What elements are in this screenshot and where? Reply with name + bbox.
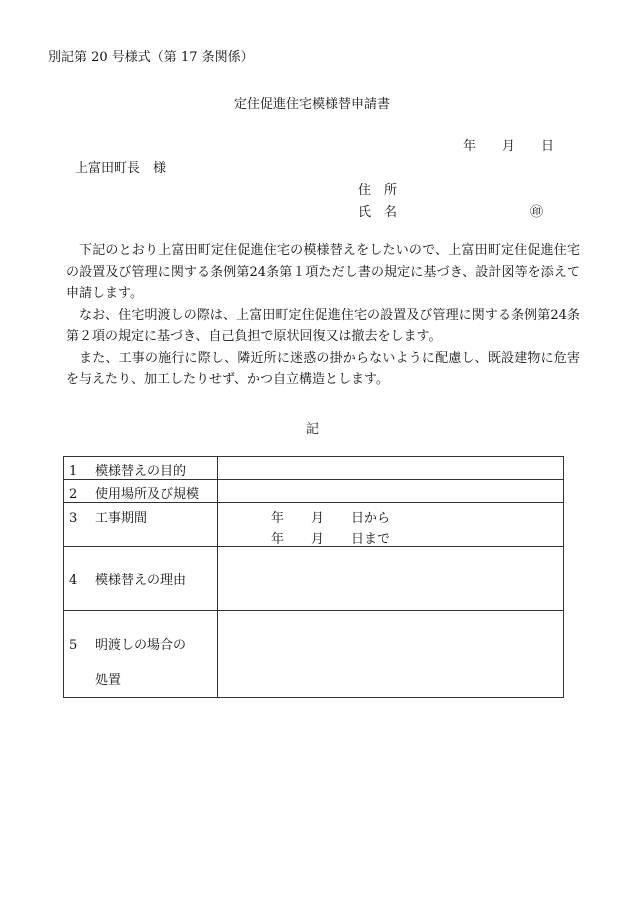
body-paragraph: また、工事の施行に際し、隣近所に迷惑の掛からないように配慮し、既設建物に危害を与えたり、加工したりせず、かつ自立構造とします。 xyxy=(66,350,580,387)
table-row xyxy=(64,503,564,547)
item-number: 2 xyxy=(69,487,78,502)
item-value-cell[interactable] xyxy=(218,457,564,480)
item-number: 5 xyxy=(69,638,78,653)
table-row xyxy=(64,611,564,698)
body-paragraph: 下記のとおり上富田町定住促進住宅の模様替えをしたいので、上富田町定住促進住宅の設置及び管理に関する条例第24条第１項ただし書の規定に基づき、設計図等を添えて申請します。 xyxy=(66,243,580,301)
item-label-cell xyxy=(64,480,218,503)
period-from-month: 月 xyxy=(311,511,325,526)
ki-heading: 記 xyxy=(306,422,320,437)
item-label: 模様替えの理由 xyxy=(95,573,187,588)
item-label: 使用場所及び規模 xyxy=(95,487,200,502)
form-reference: 別記第 20 号様式（第 17 条関係） xyxy=(48,50,254,65)
addressee: 上富田町長 様 xyxy=(75,161,167,176)
period-from-year: 年 xyxy=(271,511,285,526)
work-period-cell[interactable] xyxy=(218,503,564,547)
period-to-month: 月 xyxy=(311,532,325,547)
item-number: 1 xyxy=(69,464,78,479)
period-to-year: 年 xyxy=(271,532,285,547)
item-number: 3 xyxy=(69,511,78,526)
date-day: 日 xyxy=(541,139,555,154)
table-row xyxy=(64,480,564,503)
period-to-day: 日まで xyxy=(351,532,391,547)
item-label-cell xyxy=(64,457,218,480)
item-label-cell xyxy=(64,503,218,547)
items-table xyxy=(63,456,564,698)
item-label: 明渡しの場合の xyxy=(95,638,187,653)
item-value-cell[interactable] xyxy=(218,547,564,611)
item-value-cell[interactable] xyxy=(218,611,564,698)
item-label-cell xyxy=(64,611,218,698)
name-label: 氏 名 xyxy=(358,205,398,220)
item-label-cell xyxy=(64,547,218,611)
item-value-cell[interactable] xyxy=(218,480,564,503)
period-from-day: 日から xyxy=(351,511,391,526)
date-month: 月 xyxy=(502,139,516,154)
item-number: 4 xyxy=(69,573,78,588)
item-label: 工事期間 xyxy=(95,511,148,526)
item-label: 模様替えの目的 xyxy=(95,464,187,479)
seal-mark: ㊞ xyxy=(530,205,544,220)
table-row xyxy=(64,547,564,611)
address-label: 住 所 xyxy=(358,183,398,198)
document-title: 定住促進住宅模様替申請書 xyxy=(234,97,391,112)
body-paragraph: なお、住宅明渡しの際は、上富田町定住促進住宅の設置及び管理に関する条例第24条第２項の規定に基づき、自己負担で原状回復又は撤去をします。 xyxy=(66,307,580,344)
table-row xyxy=(64,457,564,480)
item-label: 処置 xyxy=(95,673,122,688)
date-year: 年 xyxy=(463,139,477,154)
body-text xyxy=(66,240,580,391)
